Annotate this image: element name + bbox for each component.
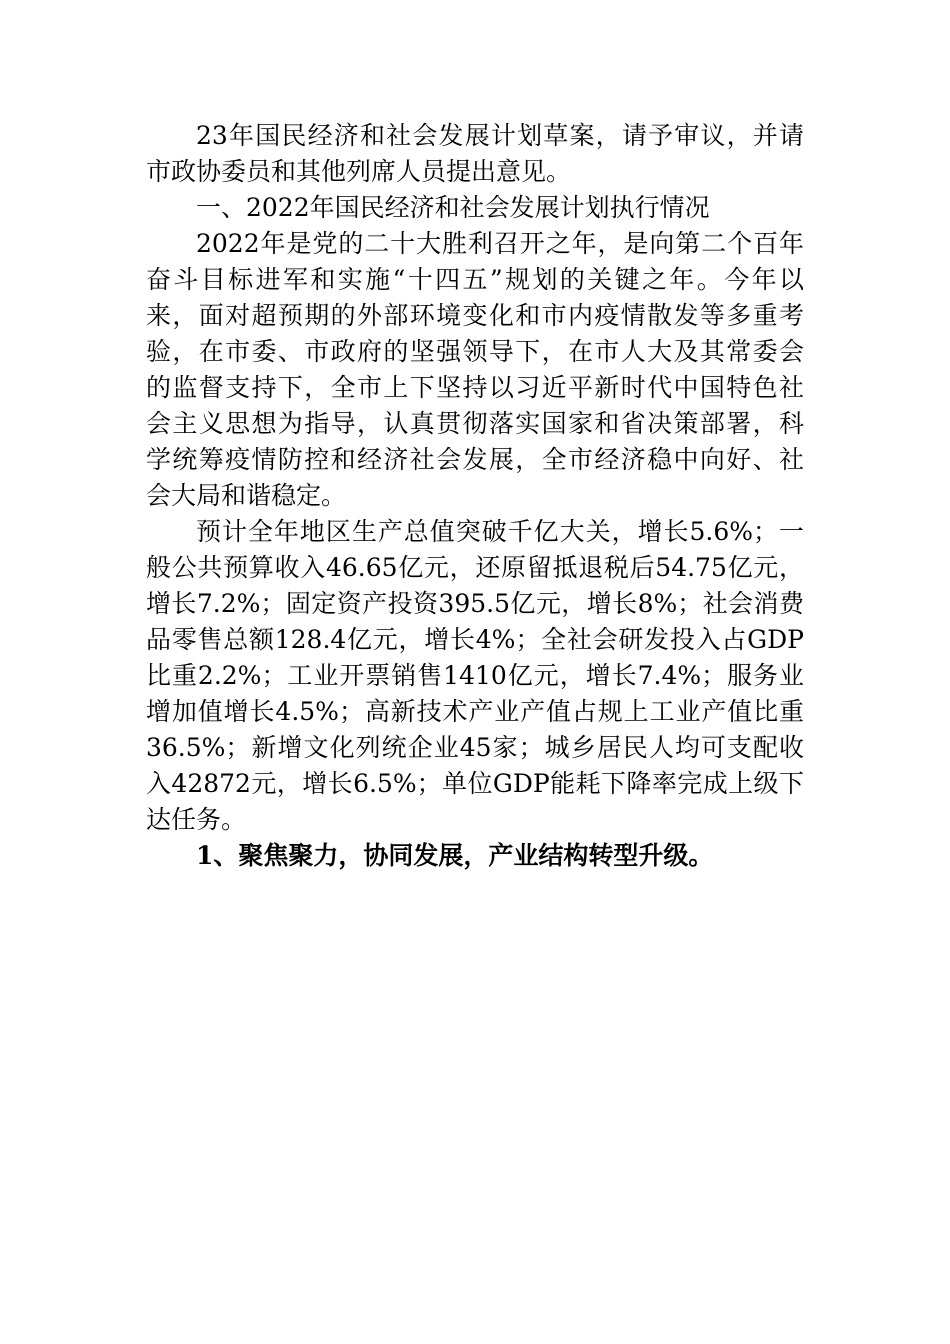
- paragraph-line: 验，在市委、市政府的坚强领导下，在市人大及其常委会: [146, 337, 804, 366]
- paragraph-line: 36.5%；新增文化列统企业45家；城乡居民人均可支配收: [146, 733, 804, 762]
- paragraph-line: 品零售总额128.4亿元，增长4%；全社会研发投入占GDP: [146, 625, 804, 654]
- paragraph-line: 学统筹疫情防控和经济社会发展，全市经济稳中向好、社: [146, 445, 804, 474]
- section-heading: 一、2022年国民经济和社会发展计划执行情况: [196, 193, 710, 222]
- paragraph-line: 预计全年地区生产总值突破千亿大关，增长5.6%；一: [196, 517, 804, 546]
- paragraph-line: 市政协委员和其他列席人员提出意见。: [146, 157, 572, 186]
- paragraph-line: 会大局和谐稳定。: [146, 481, 347, 510]
- paragraph-line: 23年国民经济和社会发展计划草案，请予审议，并请: [196, 121, 804, 150]
- paragraph-line: 比重2.2%；工业开票销售1410亿元，增长7.4%；服务业: [146, 661, 804, 690]
- paragraph-line: 2022年是党的二十大胜利召开之年，是向第二个百年: [196, 229, 804, 258]
- paragraph-line: 增长7.2%；固定资产投资395.5亿元，增长8%；社会消费: [146, 589, 804, 618]
- paragraph-line: 达任务。: [146, 805, 247, 834]
- paragraph-line: 般公共预算收入46.65亿元，还原留抵退税后54.75亿元，: [146, 553, 804, 582]
- subheading: 1、聚焦聚力，协同发展，产业结构转型升级。: [196, 841, 714, 870]
- paragraph-line: 奋斗目标进军和实施“十四五”规划的关键之年。今年以: [146, 265, 804, 294]
- paragraph-line: 会主义思想为指导，认真贯彻落实国家和省决策部署，科: [146, 409, 804, 438]
- paragraph-line: 来，面对超预期的外部环境变化和市内疫情散发等多重考: [146, 301, 804, 330]
- paragraph-line: 的监督支持下，全市上下坚持以习近平新时代中国特色社: [146, 373, 804, 402]
- paragraph-line: 入42872元，增长6.5%；单位GDP能耗下降率完成上级下: [146, 769, 804, 798]
- paragraph-line: 增加值增长4.5%；高新技术产业产值占规上工业产值比重: [146, 697, 804, 726]
